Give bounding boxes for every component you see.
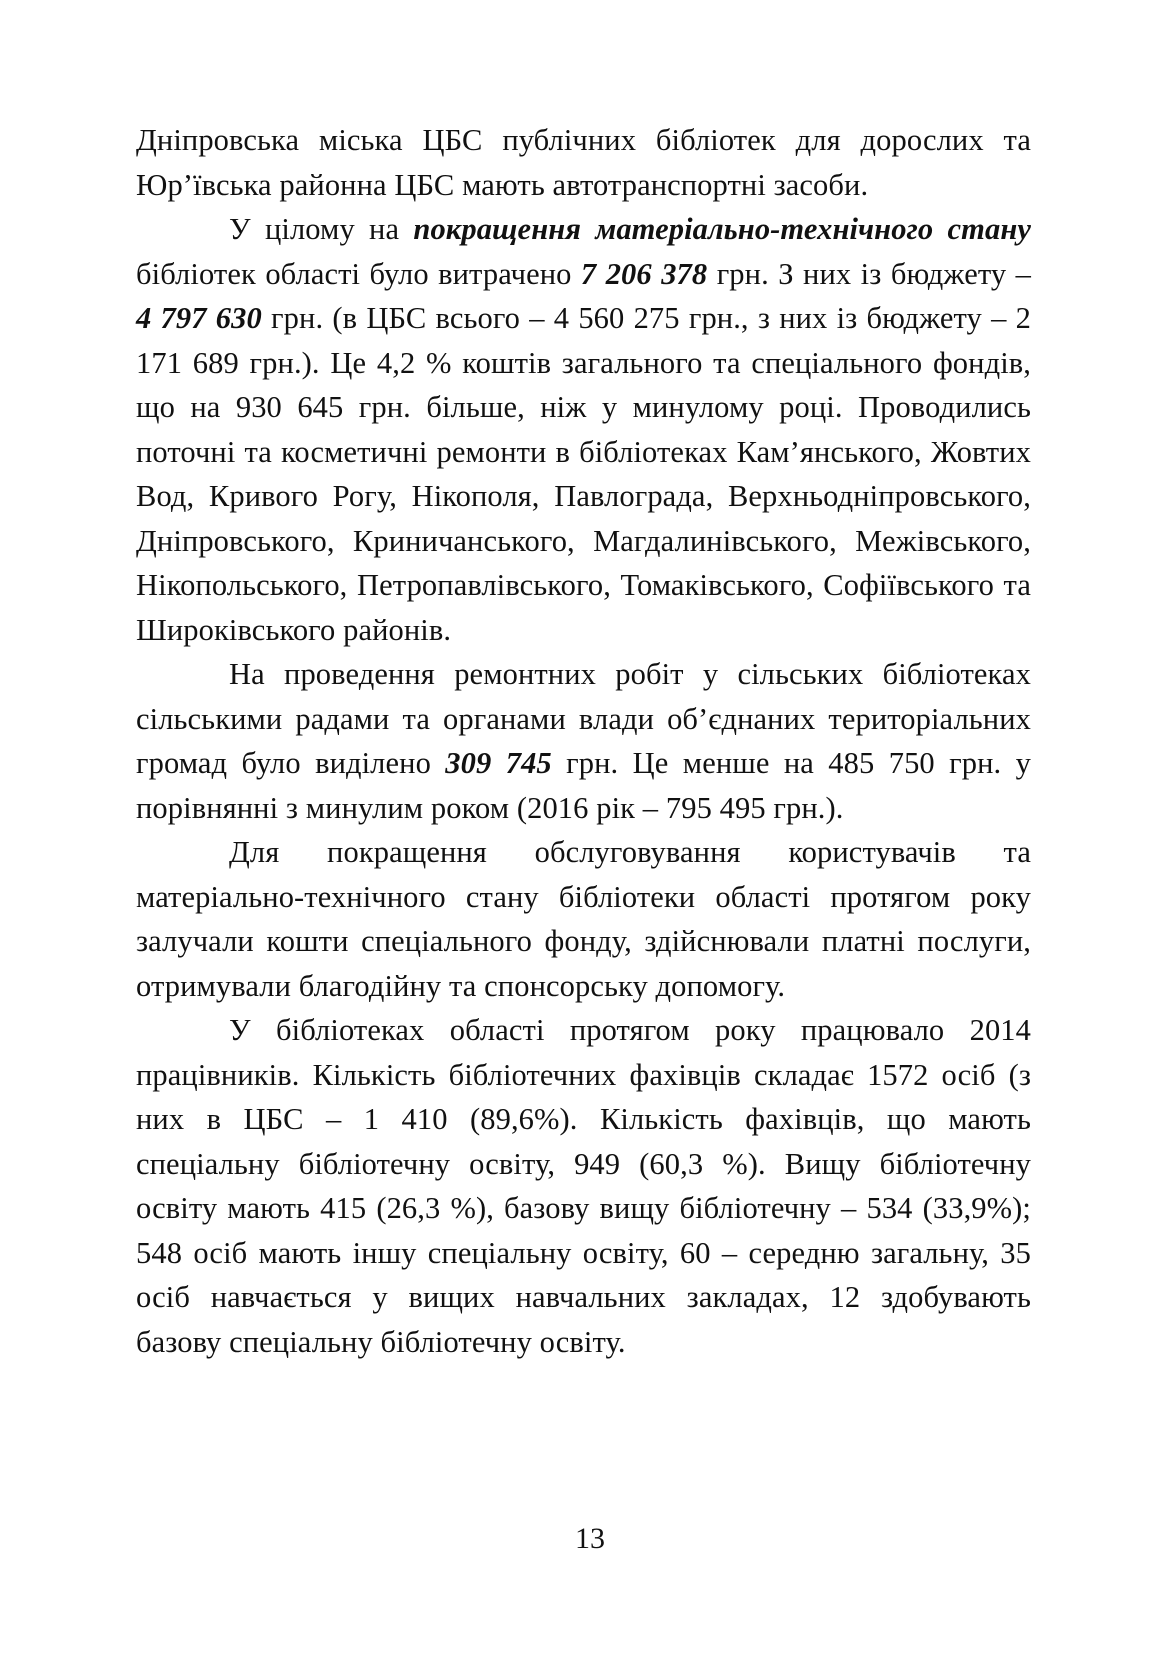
paragraph-staff-text: У бібліотеках області протягом року працювало 2014 працівників. Кількість бібліотечних фахівців складає 1572 осіб (з них в ЦБС – 1 410 (89,6%). Кількість фахівців, що мають спеціальну бібліотечну освіту, 949 (60,3 %). Вищу бібліотечну освіту мають 415 (26,3 %), базову вищу бібліотечну – 534 (33,9%); 548 осіб мають іншу спеціальну освіту, 60 – середню загальну, 35 осіб навчається у вищих навчальних закладах, 12 здобувають базову спеціальну бібліотечну освіту.	[136, 1013, 1031, 1359]
paragraph-vehicles	[136, 118, 1031, 207]
paragraph-special-fund-text: Для покращення обслуговування користувачів та матеріально-технічного стану бібліотеки області протягом року залучали кошти спеціального фонду, здійснювали платні послуги, отримували благодійну та спонсорську допомогу.	[136, 835, 1031, 1003]
text-run: грн. (в ЦБС всього – 4 560 275 грн., з них із бюджету – 2 171 689 грн.). Це 4,2 % коштів загального та спеціального фондів, що на 930 645 грн. більше, ніж у минулому році. Проводились поточні та косметичні ремонти в бібліотеках Кам’янського, Жовтих Вод, Кривого Рогу, Нікополя, Павлограда, Верхньодніпровського, Дніпровського, Криничанського, Магдалинівського, Межівського, Нікопольського, Петропавлівського, Томаківського, Софіївського та Широківського районів.	[136, 301, 1031, 647]
paragraph-vehicles-text: Дніпровська міська ЦБС публічних бібліотек для дорослих та Юр’ївська районна ЦБС мають автотранспортні засоби.	[136, 123, 1031, 202]
paragraph-rural-repairs	[136, 652, 1031, 830]
page-number: 13	[575, 1522, 605, 1555]
paragraph-material-expenses	[136, 207, 1031, 652]
emphasis-budget-amount: 4 797 630	[136, 301, 262, 335]
text-run: У цілому на	[229, 212, 414, 246]
text-run: грн. З них із бюджету –	[707, 256, 1031, 291]
emphasis-material-state: покращення матеріально-технічного стану	[413, 212, 1031, 246]
emphasis-total-amount: 7 206 378	[580, 256, 708, 291]
text-run: грн. Це менше на 485 750 грн. у порівнянні з минулим роком (2016 рік – 795 495 грн.).	[136, 746, 1031, 825]
text-run: На проведення ремонтних робіт у сільських бібліотеках сільськими радами та органами влади об’єднаних територіальних громад було виділено	[136, 657, 1031, 780]
page-body	[136, 118, 1031, 1364]
text-run: бібліотек області було витрачено	[136, 256, 581, 291]
paragraph-staff	[136, 1008, 1031, 1364]
emphasis-rural-amount: 309 745	[445, 746, 552, 780]
paragraph-special-fund	[136, 830, 1031, 1008]
